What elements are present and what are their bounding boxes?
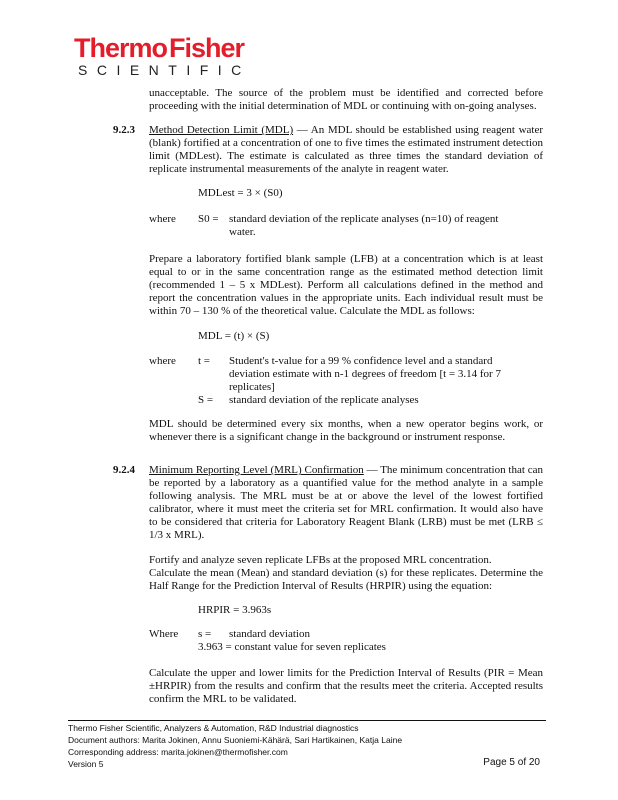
t-definition-cont2: replicates] <box>229 381 275 393</box>
formula-mdl: MDL = (t) × (S) <box>198 330 270 342</box>
lfb-paragraph: Prepare a laboratory fortified blank sample (LFB) at a concentration which is at least equal to or in the same concentration range as the estimated method detection limit (recommended 1 – 5 x MDLest). Perform all calculations defined in the method and report the concentration values in the appropriate units. Each individual result must be within 70 – 130 % of the theoretical value. Calculate the MDL as follows: <box>149 253 543 317</box>
footer-contact: Corresponding address: marita.jokinen@thermofisher.com <box>68 747 288 757</box>
footer-org: Thermo Fisher Scientific, Analyzers & Automation, R&D Industrial diagnostics <box>68 723 359 733</box>
section-923-body: — An MDL should be established using reagent water (blank) fortified at a concentration of one to five times the estimated instrument detection limit (MDLest). The estimate is calculated as three times the standard deviation of replicate instrumental measurements of the analyte in reagent water. <box>149 124 543 175</box>
section-924-title: Minimum Reporting Level (MRL) Confirmation <box>149 464 364 476</box>
s-definition: standard deviation of the replicate analyses <box>229 394 419 406</box>
pir-paragraph: Calculate the upper and lower limits for the Prediction Interval of Results (PIR = Mean ±HRPIR) from the results and confirm that the results meet the criteria. Accepted results confirm the MRL to be validated. <box>149 667 543 705</box>
section-number-923: 9.2.3 <box>113 124 135 136</box>
formula-mdlest: MDLest = 3 × (S0) <box>198 187 283 199</box>
s-symbol: S = <box>198 394 214 406</box>
t-definition: Student's t-value for a 99 % confidence level and a standard <box>229 355 493 367</box>
fortify-paragraph <box>149 554 543 593</box>
footer-authors: Document authors: Marita Jokinen, Annu Suoniemi-Kähärä, Sari Hartikainen, Katja Laine <box>68 735 403 745</box>
constant-definition: 3.963 = constant value for seven replicates <box>198 641 386 653</box>
logo-scientific: SCIENTIFIC <box>78 62 251 78</box>
section-923-title: Method Detection Limit (MDL) <box>149 124 294 136</box>
t-symbol: t = <box>198 355 211 367</box>
s0-definition-cont: water. <box>229 226 256 238</box>
where-label: Where <box>149 628 179 640</box>
footer-version: Version 5 <box>68 759 104 769</box>
page-number: Page 5 of 20 <box>483 757 540 768</box>
formula-hrpir: HRPIR = 3.963s <box>198 604 272 616</box>
t-definition-cont: deviation estimate with n-1 degrees of freedom [t = 3.14 for 7 <box>229 368 501 380</box>
s0-definition: standard deviation of the replicate analyses (n=10) of reagent <box>229 213 499 225</box>
s0-symbol: S0 = <box>198 213 219 225</box>
section-number-924: 9.2.4 <box>113 464 135 476</box>
where-label: where <box>149 213 176 225</box>
section-924-body: — The minimum concentration that can be reported by a laboratory as a quantified value for the method analyte in a sample following analysis. The MRL must be at or above the level of the lowest fortified calibrator, where it must meet the criteria set for MRL confirmation. It would also have to be considered that criteria for Laboratory Reagent Blank (LRB) must be met (LRB ≤ 1/3 x MRL). <box>149 464 543 541</box>
s-symbol: s = <box>198 628 212 640</box>
where-label: where <box>149 355 176 367</box>
fortify-line: Fortify and analyze seven replicate LFBs at the proposed MRL concentration. <box>149 554 492 566</box>
intro-paragraph: unacceptable. The source of the problem must be identified and corrected before proceeding with the initial determination of MDL or continuing with on-going analyses. <box>149 87 543 112</box>
thermo-fisher-logo: ThermoFisher <box>74 33 245 63</box>
section-924-paragraph <box>149 464 543 542</box>
s-definition: standard deviation <box>229 628 310 640</box>
section-923-paragraph <box>149 124 543 176</box>
footer-divider <box>68 720 546 721</box>
mdl-frequency-paragraph: MDL should be determined every six months, when a new operator begins work, or whenever there is a significant change in the background or instrument response. <box>149 418 543 443</box>
calculate-mean-text: Calculate the mean (Mean) and standard deviation (s) for these replicates. Determine the Half Range for the Prediction Interval of Results (HRPIR) using the equation: <box>149 567 543 592</box>
